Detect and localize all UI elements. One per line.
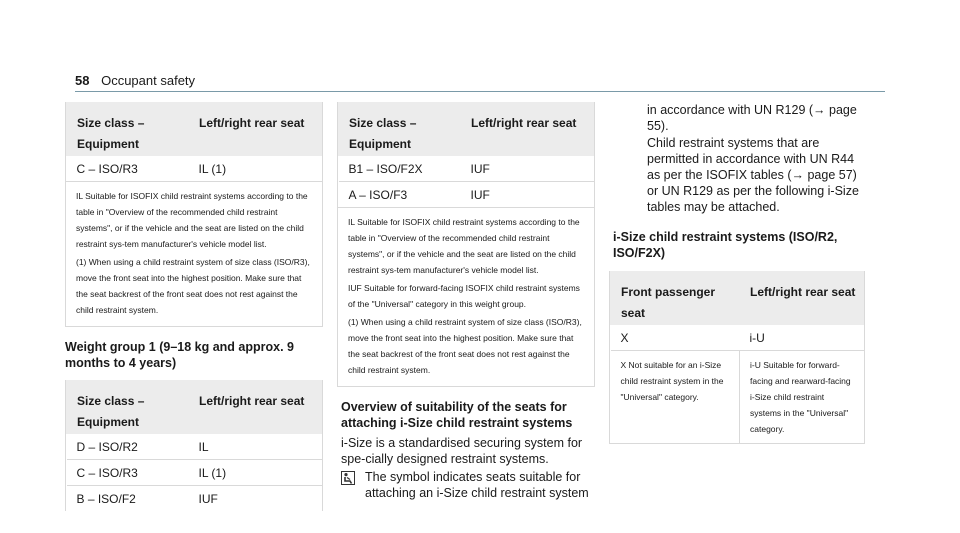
table-header-rear-seat: Left/right rear seat bbox=[189, 381, 322, 434]
table-cell: IUF bbox=[461, 156, 594, 182]
table-row bbox=[339, 156, 594, 182]
isofix-table-2 bbox=[65, 380, 323, 511]
table-cell: IUF bbox=[461, 182, 594, 208]
isofix-table-1 bbox=[65, 102, 323, 327]
table-cell: B – ISO/F2 bbox=[67, 486, 189, 512]
table-cell: IL bbox=[189, 434, 322, 460]
table-row bbox=[67, 434, 322, 460]
column-1 bbox=[65, 102, 323, 511]
isize-systems-heading: i-Size child restraint systems (ISO/R2, ISO/F2X) bbox=[613, 230, 838, 260]
column-3 bbox=[609, 102, 865, 444]
suitability-heading: Overview of suitability of the seats for attaching i-Size child restraint systems bbox=[341, 400, 573, 430]
table-header-rear-seat: Left/right rear seat bbox=[740, 272, 864, 325]
table-header-front-passenger: Front passenger seat bbox=[611, 272, 740, 325]
table-notes bbox=[338, 207, 594, 386]
child-seat-symbol-icon bbox=[341, 469, 365, 501]
note: IL Suitable for ISOFIX child restraint systems according to the table in "Overview of the recommended child restraint systems", or if the vehicle and the seat are listed on the child restraint sys-tem manufacturer's vehicle model list. bbox=[348, 217, 580, 275]
section-title: Occupant safety bbox=[101, 73, 196, 88]
table-row bbox=[339, 182, 594, 208]
table-row bbox=[67, 156, 322, 182]
table-header-size-class: Size class – Equipment bbox=[67, 381, 189, 434]
page-number: 58 bbox=[75, 73, 90, 88]
note: IL Suitable for ISOFIX child restraint systems according to the table in "Overview of the recommended child restraint systems", or if the vehicle and the seat are listed on the child restraint sys-tem manufacturer's vehicle model list. bbox=[76, 191, 308, 249]
table-row bbox=[67, 486, 322, 512]
header-divider bbox=[75, 91, 885, 92]
table-cell: D – ISO/R2 bbox=[67, 434, 189, 460]
table-row bbox=[611, 325, 864, 351]
weight-group-heading: Weight group 1 (9–18 kg and approx. 9 months to 4 years) bbox=[65, 340, 294, 370]
table-cell: i-U bbox=[740, 325, 864, 351]
note: IUF Suitable for forward-facing ISOFIX child restraint systems of the "Universal" category in this weight group. bbox=[348, 283, 580, 309]
table-header-size-class: Size class – Equipment bbox=[339, 103, 461, 156]
note: i-U Suitable for forward-facing and rearward-facing i-Size child restraint systems in the "Universal" category. bbox=[740, 351, 864, 444]
table-cell: IUF bbox=[189, 486, 322, 512]
table-cell: IL (1) bbox=[189, 156, 322, 182]
table-row bbox=[67, 460, 322, 486]
table-header-rear-seat: Left/right rear seat bbox=[461, 103, 594, 156]
symbol-row bbox=[337, 469, 595, 501]
table-cell: IL (1) bbox=[189, 460, 322, 486]
note: (1) When using a child restraint system of size class (ISO/R3), move the front seat into the highest position. Make sure that the seat backrest of the front seat does not rest against the child restraint system. bbox=[348, 317, 582, 375]
page-header bbox=[75, 73, 195, 88]
note: (1) When using a child restraint system of size class (ISO/R3), move the front seat into the highest position. Make sure that the seat backrest of the front seat does not rest against the child restraint system. bbox=[76, 257, 310, 315]
table-cell: X bbox=[611, 325, 740, 351]
table-cell: A – ISO/F3 bbox=[339, 182, 461, 208]
symbol-description: The symbol indicates seats suitable for attaching an i-Size child restraint system bbox=[365, 470, 589, 500]
column-2 bbox=[337, 102, 595, 501]
isize-table bbox=[609, 271, 865, 444]
table-cell: C – ISO/R3 bbox=[67, 156, 189, 182]
isize-paragraph: i-Size is a standardised securing system for spe-cially designed restraint systems. bbox=[341, 436, 583, 466]
table-header-rear-seat: Left/right rear seat bbox=[189, 103, 322, 156]
table-notes-row bbox=[611, 351, 864, 444]
table-cell: B1 – ISO/F2X bbox=[339, 156, 461, 182]
table-notes bbox=[66, 181, 322, 326]
table-header-size-class: Size class – Equipment bbox=[67, 103, 189, 156]
isofix-table-3 bbox=[337, 102, 595, 387]
permitted-paragraph: Child restraint systems that are permitted in accordance with UN R44 as per the ISOFIX tables (→ page 57) or UN R129 as per the following i-Size tables may be attached. bbox=[647, 136, 859, 214]
table-cell: C – ISO/R3 bbox=[67, 460, 189, 486]
note: X Not suitable for an i-Size child restraint system in the "Universal" category. bbox=[611, 351, 740, 444]
continued-paragraph: in accordance with UN R129 (→ page 55). bbox=[647, 103, 857, 133]
